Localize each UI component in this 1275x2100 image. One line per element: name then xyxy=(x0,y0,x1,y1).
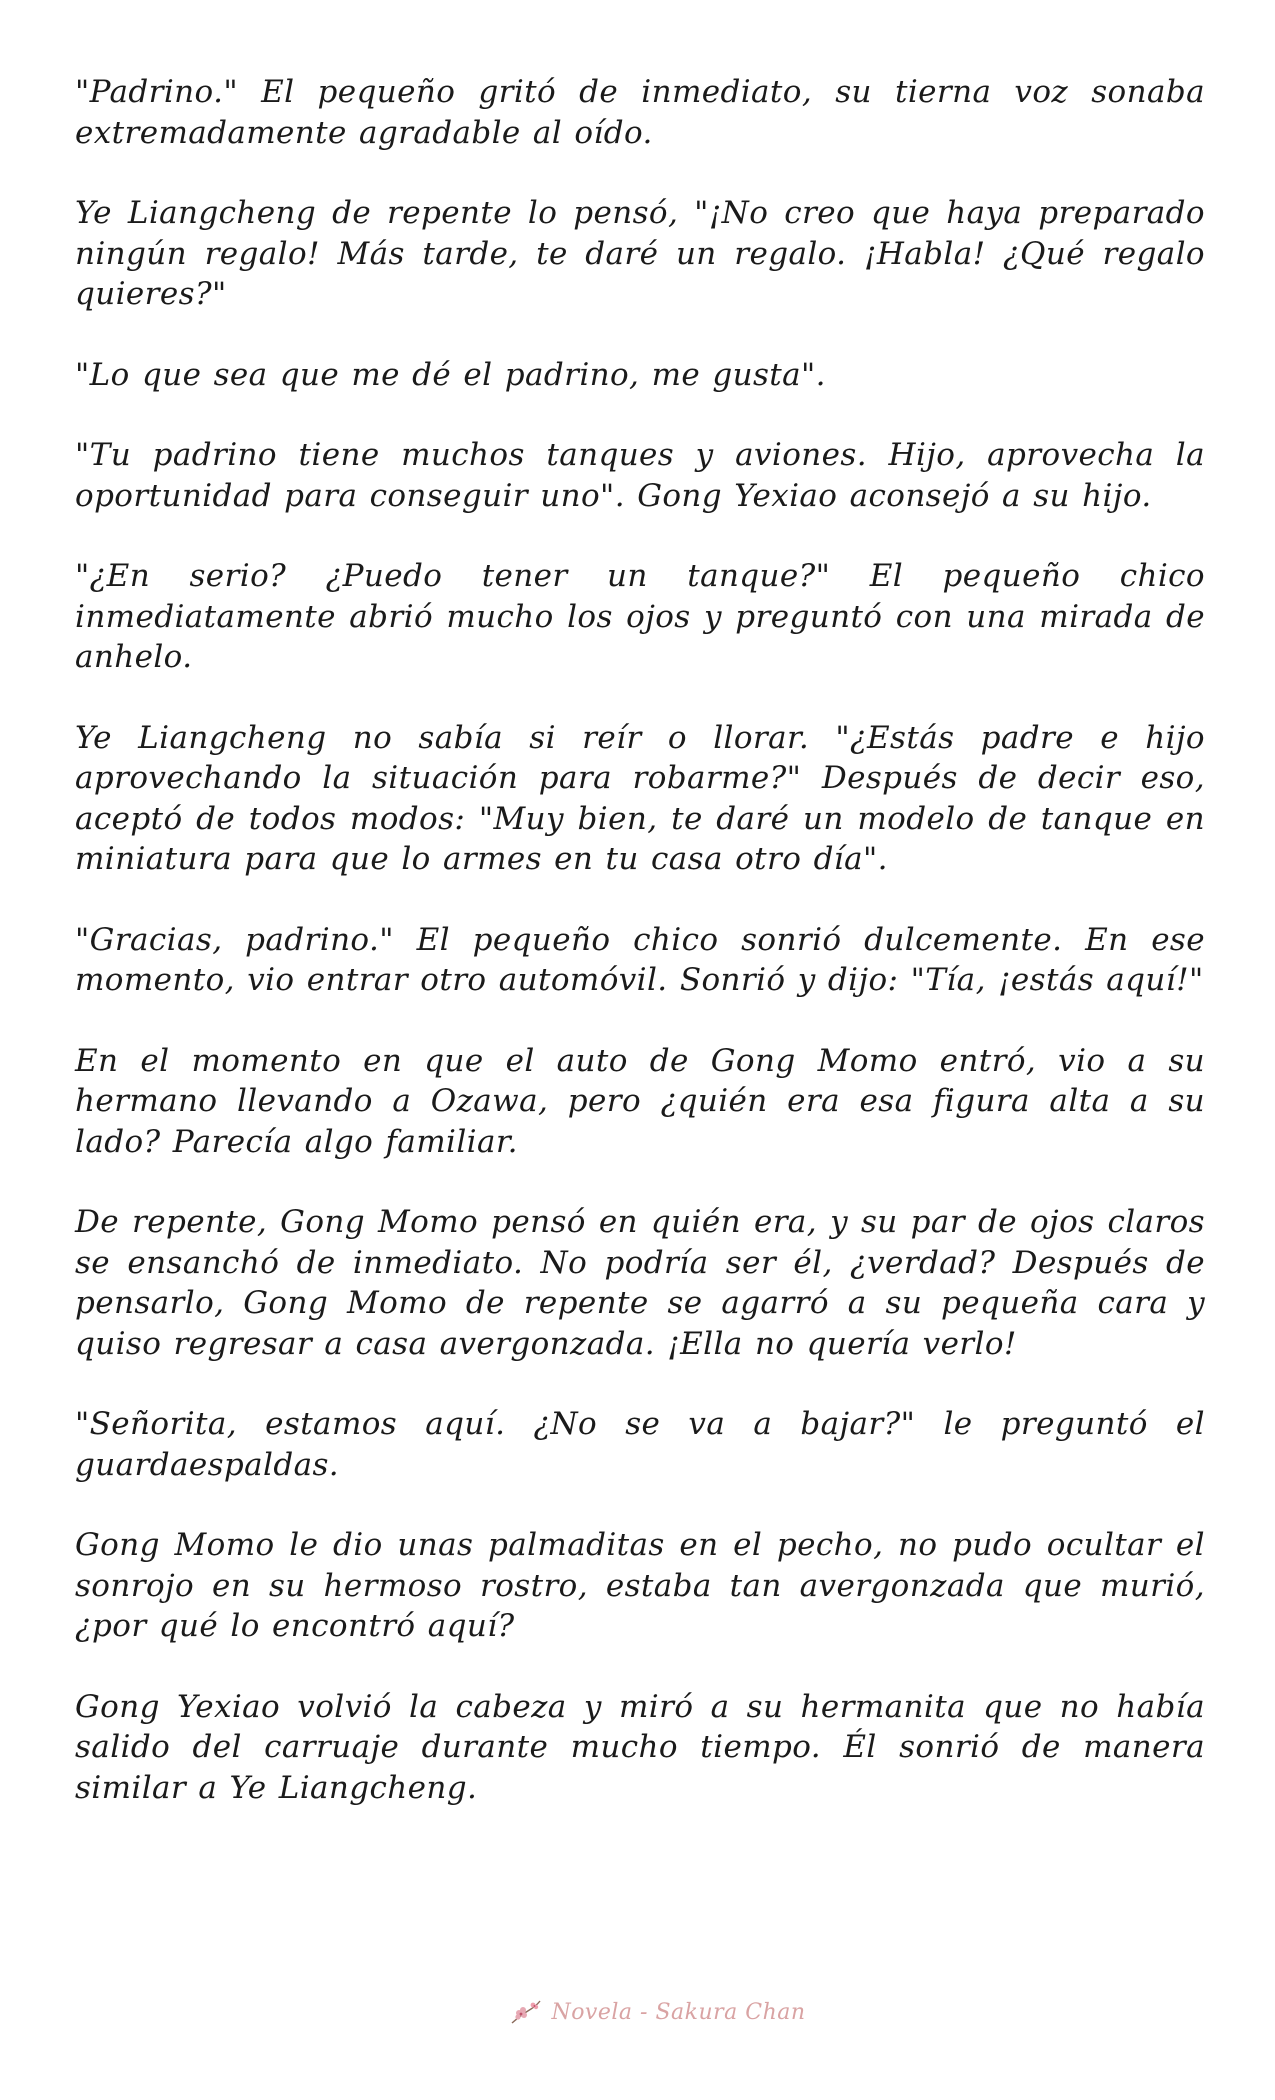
paragraph: "¿En serio? ¿Puedo tener un tanque?" El pequeño chico inmediatamente abrió mucho los ojos y preguntó con una mirada de anhelo. xyxy=(75,558,1205,675)
watermark-text: Novela - Sakura Chan xyxy=(551,1999,806,2025)
paragraph: "Señorita, estamos aquí. ¿No se va a bajar?" le preguntó el guardaespaldas. xyxy=(75,1406,1205,1483)
paragraph: "Gracias, padrino." El pequeño chico sonrió dulcemente. En ese momento, vio entrar otro automóvil. Sonrió y dijo: "Tía, ¡estás aquí!" xyxy=(75,921,1205,998)
paragraph: Gong Momo le dio unas palmaditas en el pecho, no pudo ocultar el sonrojo en su hermoso rostro, estaba tan avergonzada que murió, ¿por qué lo encontró aquí? xyxy=(75,1527,1205,1644)
cherry-blossom-icon xyxy=(509,1997,543,2027)
paragraph: "Padrino." El pequeño gritó de inmediato, su tierna voz sonaba extremadamente agradable al oído. xyxy=(75,74,1205,151)
paragraph: De repente, Gong Momo pensó en quién era, y su par de ojos claros se ensanchó de inmediato. No podría ser él, ¿verdad? Después de pensarlo, Gong Momo de repente se agarró a su pequeña cara y quiso regresar a casa avergonzada. ¡Ella no quería verlo! xyxy=(75,1204,1205,1362)
paragraph: Ye Liangcheng de repente lo pensó, "¡No creo que haya preparado ningún regalo! Más tarde, te daré un regalo. ¡Habla! ¿Qué regalo quieres?" xyxy=(75,195,1205,312)
watermark xyxy=(509,1997,805,2027)
paragraph: "Lo que sea que me dé el padrino, me gusta". xyxy=(75,356,826,393)
watermark-footer xyxy=(0,1990,1275,2034)
paragraph: Gong Yexiao volvió la cabeza y miró a su hermanita que no había salido del carruaje durante mucho tiempo. Él sonrió de manera similar a Ye Liangcheng. xyxy=(75,1688,1205,1806)
paragraph: Ye Liangcheng no sabía si reír o llorar. "¿Estás padre e hijo aprovechando la situación para robarme?" Después de decir eso, aceptó de todos modos: "Muy bien, te daré un modelo de tanque en miniatura para que lo armes en tu casa otro día". xyxy=(75,719,1205,877)
paragraph: En el momento en que el auto de Gong Momo entró, vio a su hermano llevando a Ozawa, pero ¿quién era esa figura alta a su lado? Parecía algo familiar. xyxy=(75,1042,1205,1160)
text-body xyxy=(75,72,1205,1848)
paragraph: "Tu padrino tiene muchos tanques y aviones. Hijo, aprovecha la oportunidad para conseguir uno". Gong Yexiao aconsejó a su hijo. xyxy=(75,437,1205,514)
